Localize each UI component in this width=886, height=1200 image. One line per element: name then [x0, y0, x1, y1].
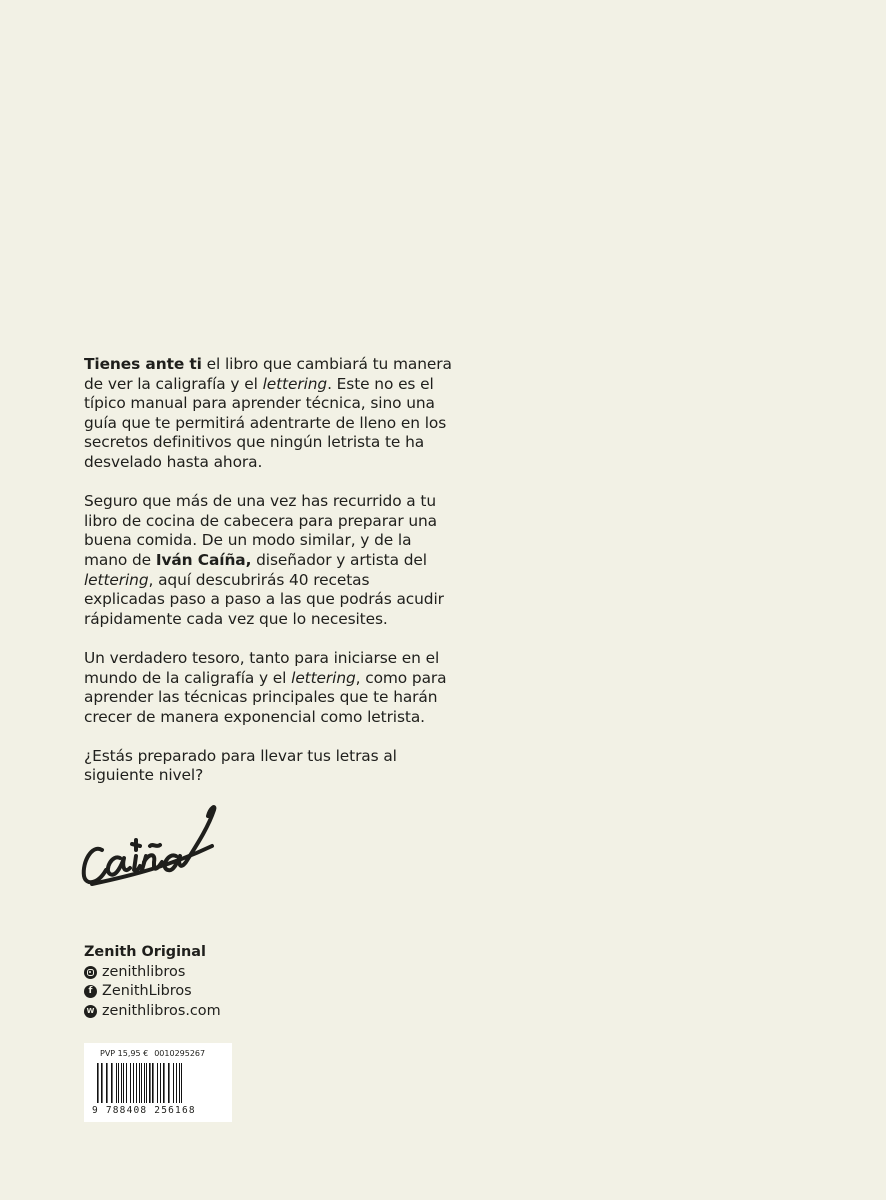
barcode-bars [96, 1063, 220, 1107]
barcode-bar [176, 1063, 177, 1103]
barcode-bar [118, 1063, 119, 1103]
barcode-bar [116, 1063, 117, 1103]
barcode-bar [173, 1063, 174, 1103]
barcode-bar [136, 1063, 137, 1103]
internal-code: 0010295267 [154, 1049, 206, 1058]
barcode-bar [144, 1063, 145, 1103]
barcode-bar [101, 1063, 103, 1103]
blurb-paragraph-2: Seguro que más de una vez has recurrido a tu libro de cocina de cabecera para preparar una buena comida. De un modo similar, y de la mano de Iván Caíña, diseñador y artista del lettering, aquí descubrirás 40 recetas explicadas paso a paso a las que podrás acudir rápidamente cada vez que lo necesites. [84, 492, 444, 628]
web-icon: W [84, 1005, 97, 1018]
social-instagram[interactable]: zenithlibros [84, 963, 221, 983]
back-cover-blurb [84, 355, 454, 806]
price-label: PVP 15,95 € [100, 1049, 149, 1058]
barcode-bar [152, 1063, 154, 1103]
publisher-info [84, 943, 221, 1021]
barcode-bar [149, 1063, 151, 1103]
facebook-icon: f [84, 985, 97, 998]
blurb-paragraph-1: Tienes ante ti el libro que cambiará tu manera de ver la caligrafía y el lettering. Este no es el típico manual para aprender técnica, sino una guía que te permitirá adentrarte de lleno en los secretos definitivos que ningún letrista te ha desvelado hasta ahora. [84, 355, 452, 471]
barcode-bar [130, 1063, 131, 1103]
barcode-bar [179, 1063, 180, 1103]
barcode-bar [97, 1063, 99, 1103]
barcode-bar [157, 1063, 158, 1103]
blurb-paragraph-3: Un verdadero tesoro, tanto para iniciarse en el mundo de la caligrafía y el lettering, como para aprender las técnicas principales que te harán crecer de manera exponencial como letrista. [84, 648, 447, 726]
signature-logo [80, 800, 220, 895]
isbn-digits: 9 788408 256168 [92, 1105, 196, 1116]
barcode-bar [133, 1063, 134, 1103]
barcode-bar [163, 1063, 165, 1103]
publisher-name: Zenith Original [84, 944, 206, 960]
barcode-bar [139, 1063, 140, 1103]
barcode-bar [160, 1063, 161, 1103]
instagram-icon [84, 966, 97, 979]
blurb-paragraph-4: ¿Estás preparado para llevar tus letras al siguiente nivel? [84, 746, 397, 785]
barcode-bar [181, 1063, 182, 1103]
barcode-bar [121, 1063, 122, 1103]
barcode-panel [84, 1043, 232, 1122]
barcode-bar [123, 1063, 124, 1103]
barcode-bar [168, 1063, 170, 1103]
social-website[interactable]: W zenithlibros.com [84, 1002, 221, 1022]
barcode-bar [141, 1063, 142, 1103]
social-facebook[interactable]: f ZenithLibros [84, 982, 221, 1002]
barcode-bar [106, 1063, 108, 1103]
barcode-bar [146, 1063, 147, 1103]
barcode-bar [126, 1063, 127, 1103]
barcode-bar [111, 1063, 113, 1103]
